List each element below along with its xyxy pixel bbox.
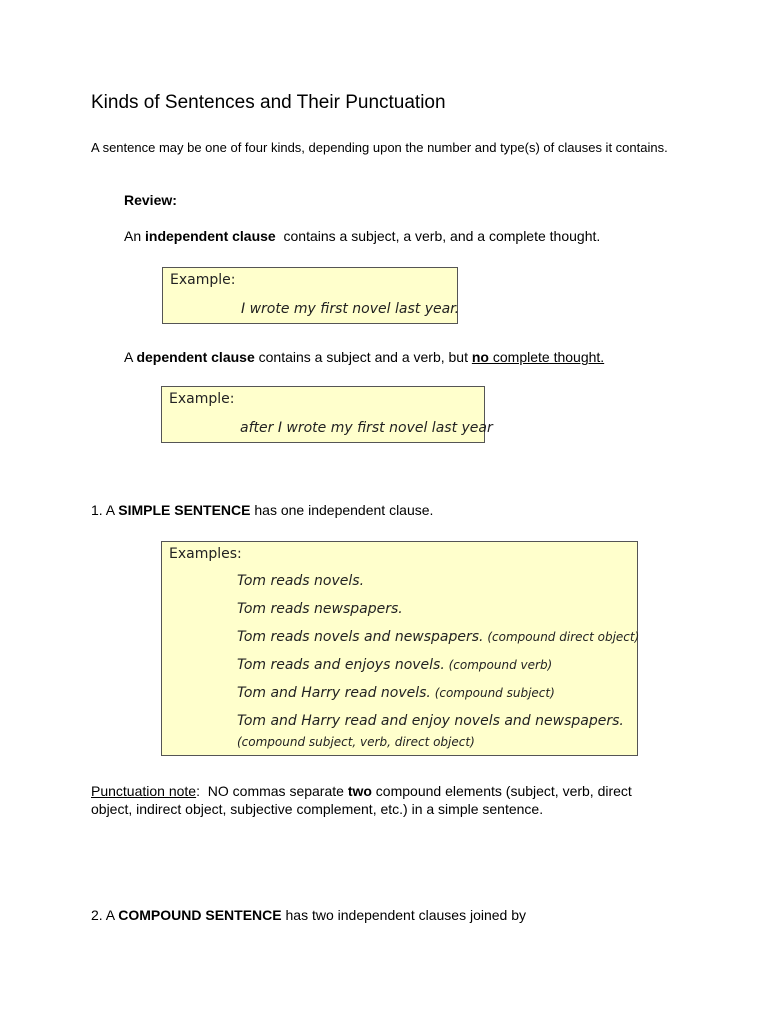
dependent-term: dependent clause [136, 349, 255, 365]
simple-post: has one independent clause. [250, 502, 434, 518]
independent-post: contains a subject, a verb, and a complete thought. [275, 228, 601, 244]
independent-example-box [162, 267, 458, 324]
example-label: Example: [170, 272, 236, 288]
dependent-neg: no [471, 349, 489, 365]
compound-prefix: 2. A [91, 907, 119, 923]
punctuation-note [91, 782, 671, 818]
example-line: Tom reads novels and newspapers. (compound direct object) [237, 629, 640, 645]
simple-term: SIMPLE SENTENCE [118, 502, 251, 518]
example-note: (compound subject, verb, direct object) [237, 735, 475, 749]
intro-paragraph: A sentence may be one of four kinds, depending upon the number and type(s) of clauses it contains. [91, 140, 668, 155]
review-heading: Review: [124, 192, 177, 208]
punctuation-note-post: compound elements (subject, verb, direct object, indirect object, subjective complement, etc.) in a simple sentence. [91, 783, 632, 817]
example-line: Tom reads and enjoys novels. (compound verb) [237, 657, 553, 673]
example-label: Example: [169, 391, 235, 407]
dependent-pre: A [124, 349, 137, 365]
independent-clause-definition [124, 228, 600, 244]
independent-term: independent clause [145, 228, 276, 244]
punctuation-note-bold: two [347, 783, 372, 799]
example-line: Tom reads newspapers. [237, 601, 403, 617]
compound-term: COMPOUND SENTENCE [118, 907, 282, 923]
punctuation-note-pre: : NO commas separate [196, 783, 348, 799]
dependent-mid: contains a subject and a verb, but [254, 349, 472, 365]
page-title: Kinds of Sentences and Their Punctuation [91, 92, 446, 113]
simple-sentence-definition [91, 502, 433, 518]
simple-examples-box [161, 541, 638, 756]
dependent-tail: complete thought. [488, 349, 605, 365]
example-line: Tom and Harry read and enjoy novels and newspapers. [237, 713, 624, 729]
example-text: I wrote my first novel last year. [241, 301, 460, 317]
dependent-example-box [161, 386, 493, 443]
compound-sentence-definition [91, 907, 526, 923]
example-line: Tom reads novels. [237, 573, 365, 589]
simple-prefix: 1. A [91, 502, 119, 518]
example-line: Tom and Harry read novels. (compound subject) [237, 685, 555, 701]
punctuation-note-label: Punctuation note [91, 783, 197, 799]
independent-pre: An [124, 228, 146, 244]
compound-post: has two independent clauses joined by [281, 907, 527, 923]
example-text: after I wrote my first novel last year [240, 420, 493, 436]
dependent-clause-definition [124, 349, 604, 365]
examples-label: Examples: [169, 546, 242, 562]
